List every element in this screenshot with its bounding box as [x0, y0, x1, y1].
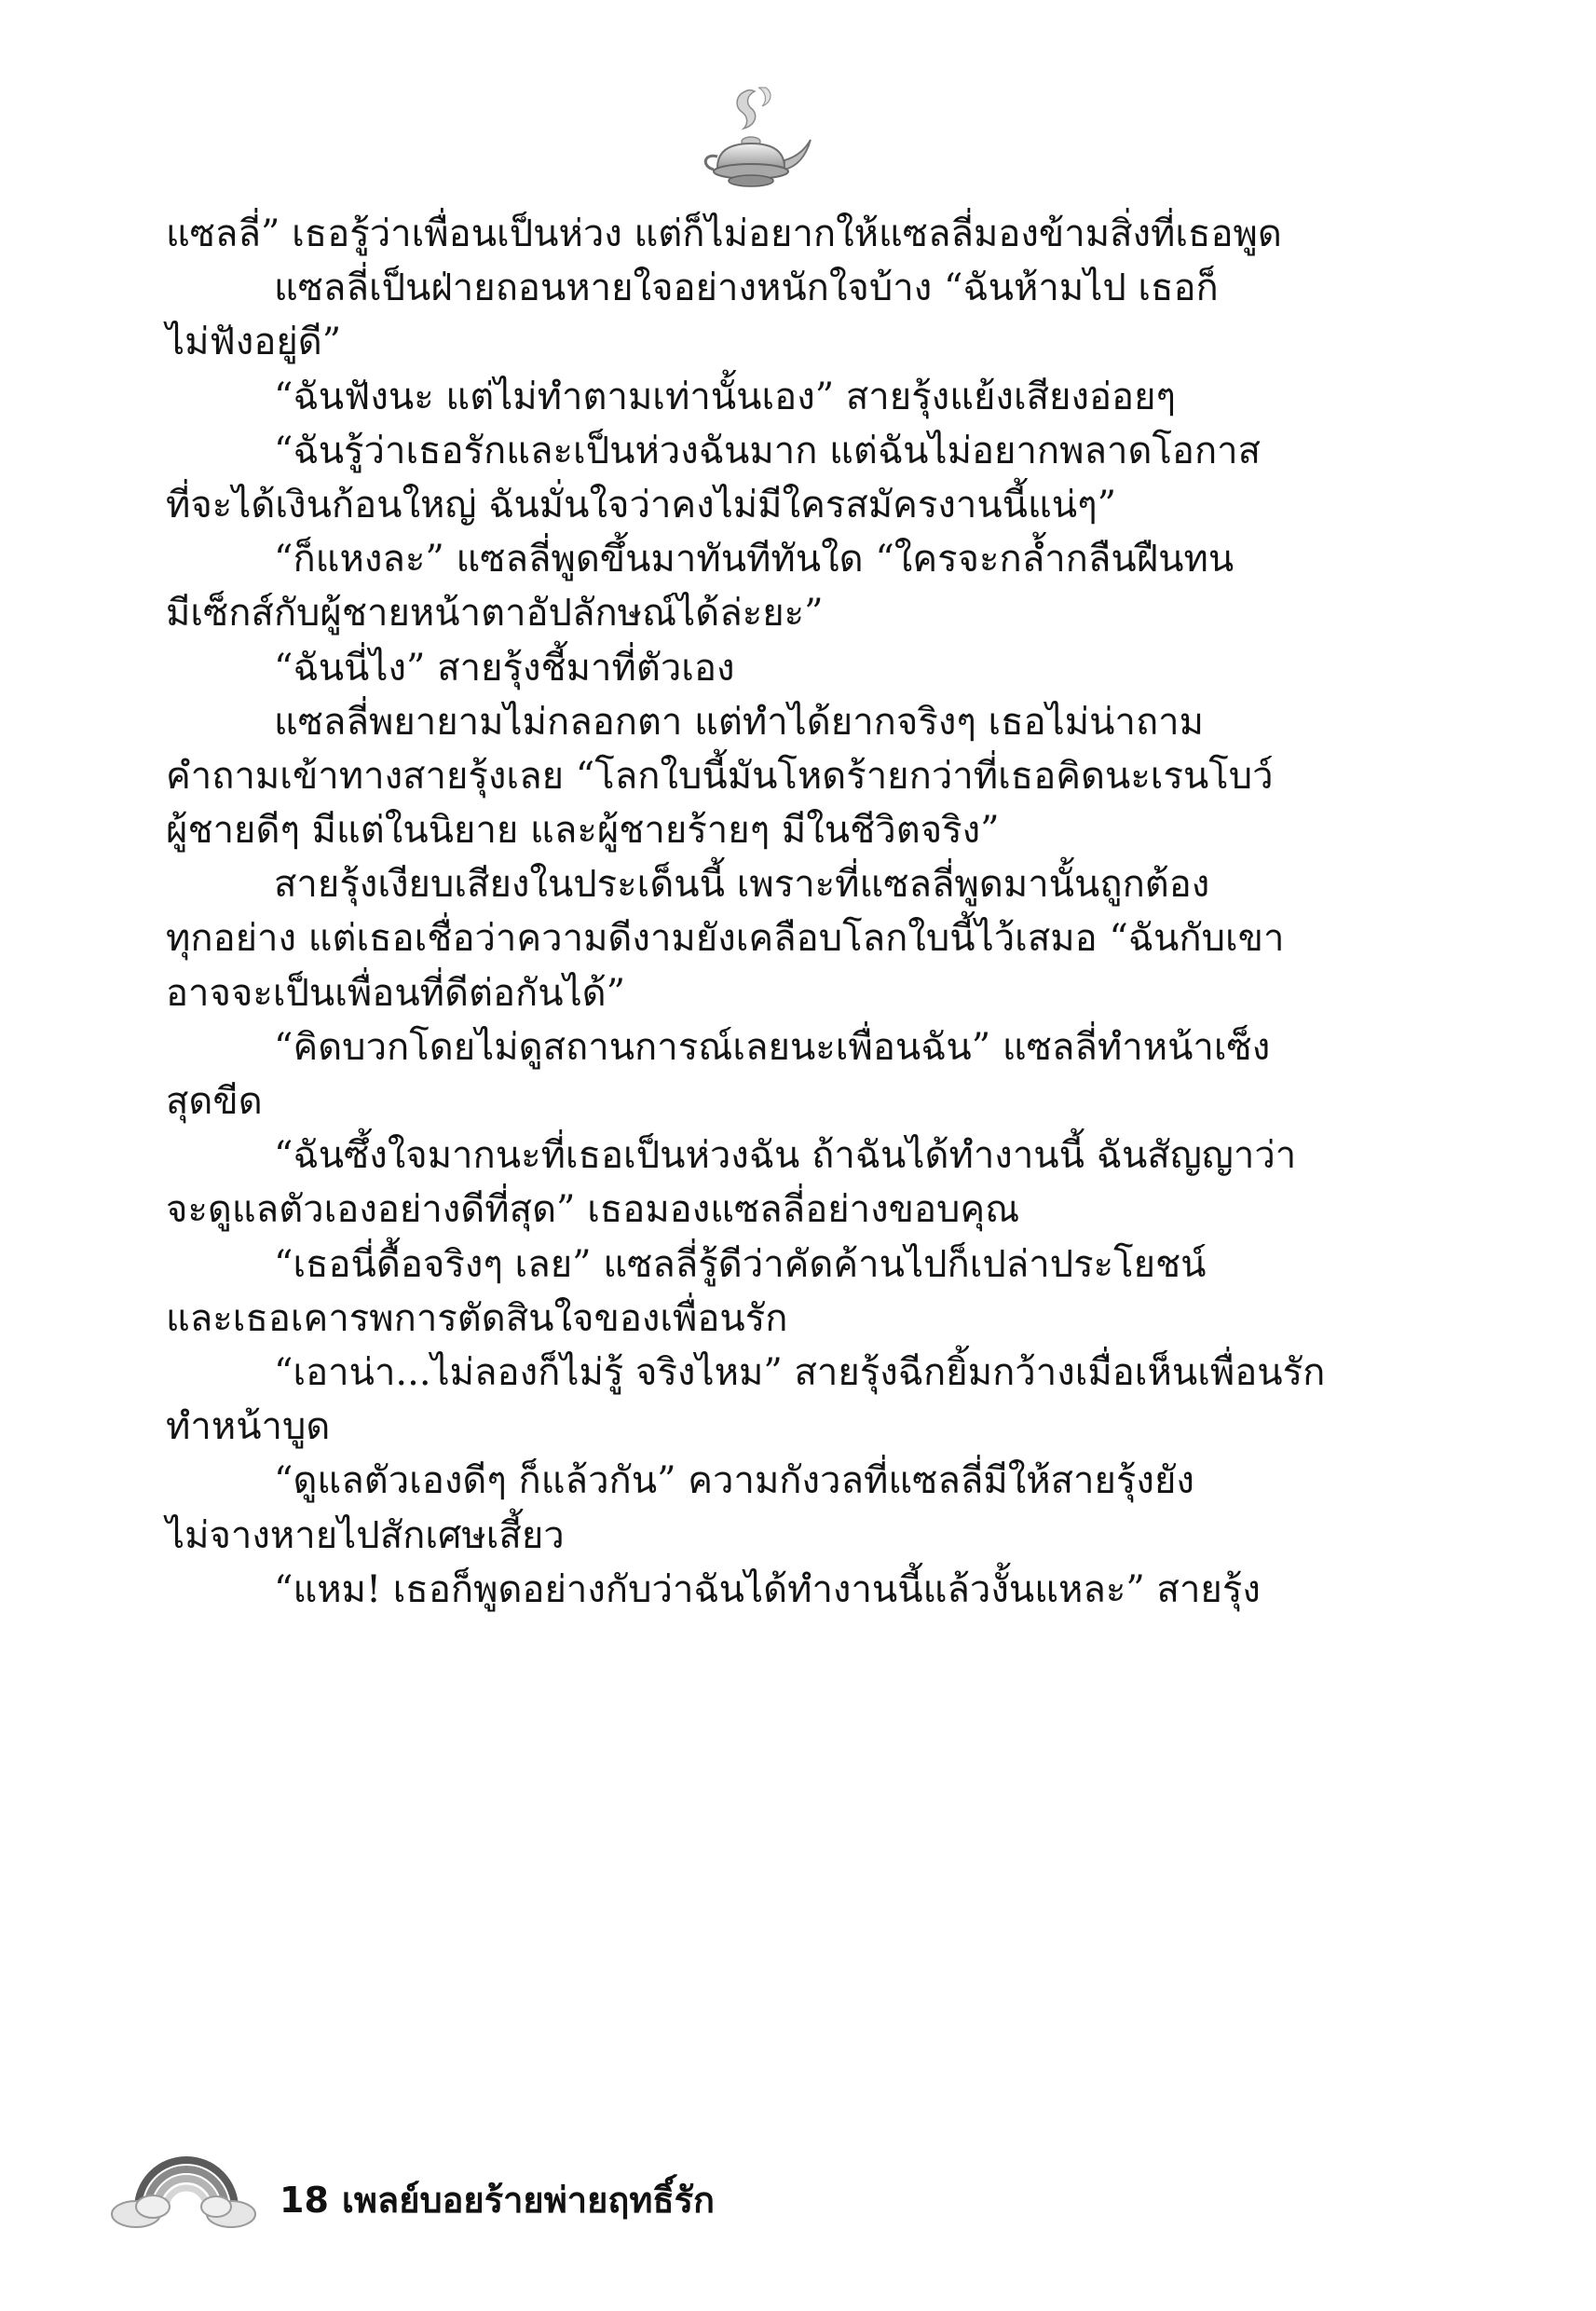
text-line: ที่จะได้เงินก้อนใหญ่ ฉันมั่นใจว่าคงไม่มีใครสมัครงานนี้แน่ๆ”: [166, 483, 1117, 526]
text-line: แซลลี่เป็นฝ่ายถอนหายใจอย่างหนักใจบ้าง “ฉันห้ามไป เธอก็: [274, 267, 1219, 310]
text-line: อาจจะเป็นเพื่อนที่ดีต่อกันได้”: [166, 971, 626, 1015]
text-line: “ฉันรู้ว่าเธอรักและเป็นห่วงฉันมาก แต่ฉันไม่อยากพลาดโอกาส: [274, 429, 1262, 472]
page-footer: [110, 2125, 855, 2236]
text-line: จะดูแลตัวเองอย่างดีที่สุด” เธอมองแซลลี่อย่างขอบคุณ: [166, 1188, 1020, 1232]
text-line: “คิดบวกโดยไม่ดูสถานการณ์เลยนะเพื่อนฉัน” แซลลี่ทำหน้าเซ็ง: [274, 1025, 1271, 1069]
body-text: [166, 207, 1330, 1617]
text-line: “แหม! เธอก็พูดอย่างกับว่าฉันได้ทำงานนี้แล้วงั้นแหละ” สายรุ้ง: [274, 1567, 1261, 1611]
text-line: ทำหน้าบูด: [166, 1405, 331, 1449]
text-line: แซลลี่” เธอรู้ว่าเพื่อนเป็นห่วง แต่ก็ไม่อยากให้แซลลี่มองข้ามสิ่งที่เธอพูด: [166, 212, 1282, 255]
text-line: “ก็แหงละ” แซลลี่พูดขึ้นมาทันทีทันใด “ใครจะกล้ำกลืนฝืนทน: [274, 538, 1235, 581]
footer-title: [280, 2179, 728, 2222]
text-line: ไม่จางหายไปสักเศษเสี้ยว: [166, 1513, 565, 1557]
text-line: คำถามเข้าทางสายรุ้งเลย “โลกใบนี้มันโหดร้ายกว่าที่เธอคิดนะเรนโบว์: [166, 754, 1274, 798]
genie-lamp-icon: [691, 82, 814, 194]
text-line: สุดขีด: [166, 1080, 263, 1123]
book-title: เพลย์บอยร้ายพ่ายฤทธิ์รัก: [341, 2180, 716, 2221]
text-line: ทุกอย่าง แต่เธอเชื่อว่าความดีงามยังเคลือบโลกใบนี้ไว้เสมอ “ฉันกับเขา: [166, 917, 1285, 961]
text-line: “ฉันซึ้งใจมากนะที่เธอเป็นห่วงฉัน ถ้าฉันได้ทำงานนี้ ฉันสัญญาว่า: [274, 1134, 1297, 1178]
text-line: ไม่ฟังอยู่ดี”: [166, 321, 342, 364]
text-line: และเธอเคารพการตัดสินใจของเพื่อนรัก: [166, 1296, 788, 1340]
text-line: มีเซ็กส์กับผู้ชายหน้าตาอัปลักษณ์ได้ล่ะยะ”: [166, 592, 824, 636]
text-line: “ฉันนี่ไง” สายรุ้งชี้มาที่ตัวเอง: [274, 646, 735, 690]
rainbow-cloud-icon: [110, 2125, 259, 2236]
page-number: 18: [280, 2180, 329, 2221]
text-line: แซลลี่พยายามไม่กลอกตา แต่ทำได้ยากจริงๆ เธอไม่น่าถาม: [274, 700, 1204, 744]
text-line: ผู้ชายดีๆ มีแต่ในนิยาย และผู้ชายร้ายๆ มีในชีวิตจริง”: [166, 809, 1000, 853]
text-line: “เอาน่า...ไม่ลองก็ไม่รู้ จริงไหม” สายรุ้งฉีกยิ้มกว้างเมื่อเห็นเพื่อนรัก: [274, 1350, 1326, 1394]
text-line: “ฉันฟังนะ แต่ไม่ทำตามเท่านั้นเอง” สายรุ้งแย้งเสียงอ่อยๆ: [274, 375, 1176, 418]
text-line: “เธอนี่ดื้อจริงๆ เลย” แซลลี่รู้ดีว่าคัดค้านไปก็เปล่าประโยชน์: [274, 1242, 1207, 1286]
text-line: สายรุ้งเงียบเสียงในประเด็นนี้ เพราะที่แซลลี่พูดมานั้นถูกต้อง: [274, 863, 1210, 907]
text-line: “ดูแลตัวเองดีๆ ก็แล้วกัน” ความกังวลที่แซลลี่มีให้สายรุ้งยัง: [274, 1459, 1194, 1503]
